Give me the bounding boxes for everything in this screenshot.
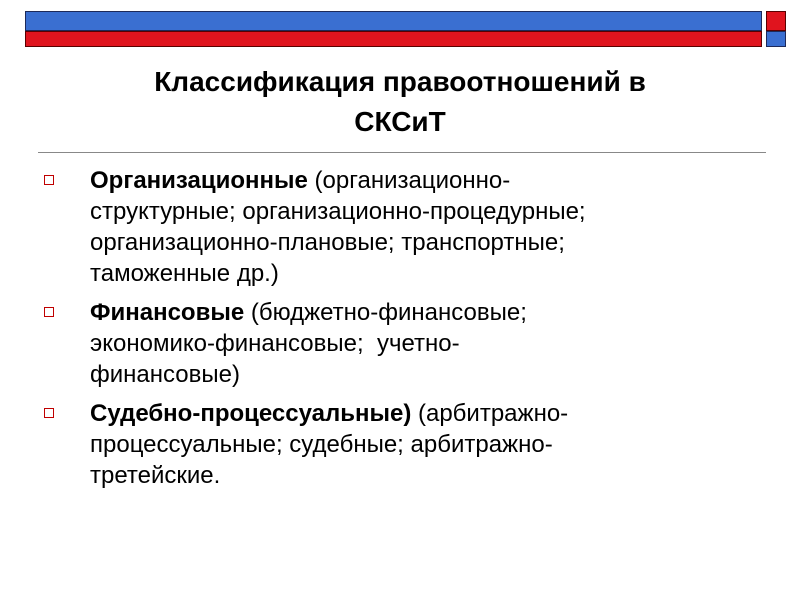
header-corner-blue-square <box>766 31 786 47</box>
square-bullet-icon <box>44 307 54 317</box>
bullet-line <box>90 297 758 328</box>
bullet-term: Судебно-процессуальные) <box>90 400 412 427</box>
bullet-term: Организационные <box>90 167 308 194</box>
header-bar-blue <box>25 11 762 31</box>
bullet-text <box>90 165 758 289</box>
bullet-line: экономико-финансовые; учетно- <box>90 330 460 357</box>
header-corner-red-square <box>766 11 786 31</box>
bullet-text <box>90 297 758 390</box>
bullet-line: структурные; организационно-процедурные; <box>90 198 586 225</box>
bullet-term: Финансовые <box>90 299 245 326</box>
slide-title-line-1: Классификация правоотношений в <box>154 66 646 97</box>
header-bar-red <box>25 31 762 47</box>
title-divider <box>38 152 766 153</box>
bullet-item-financial <box>38 297 758 390</box>
bullet-line <box>90 165 758 196</box>
bullet-line: таможенные др.) <box>90 260 279 287</box>
bullet-line: третейские. <box>90 462 221 489</box>
bullet-item-organizational <box>38 165 758 289</box>
bullet-line-text: (арбитражно- <box>411 400 569 427</box>
slide-title-line-2: СКСиТ <box>354 106 446 137</box>
slide-title <box>40 62 760 142</box>
bullet-text <box>90 398 758 491</box>
bullet-line: процессуальные; судебные; арбитражно- <box>90 431 553 458</box>
bullet-line <box>90 398 758 429</box>
square-bullet-icon <box>44 175 54 185</box>
bullet-line: организационно-плановые; транспортные; <box>90 229 565 256</box>
bullet-item-judicial <box>38 398 758 491</box>
bullet-line: финансовые) <box>90 361 240 388</box>
square-bullet-icon <box>44 408 54 418</box>
bullet-line-text: (организационно- <box>307 167 511 194</box>
bullet-list <box>38 165 758 499</box>
bullet-line-text: (бюджетно-финансовые; <box>244 299 527 326</box>
